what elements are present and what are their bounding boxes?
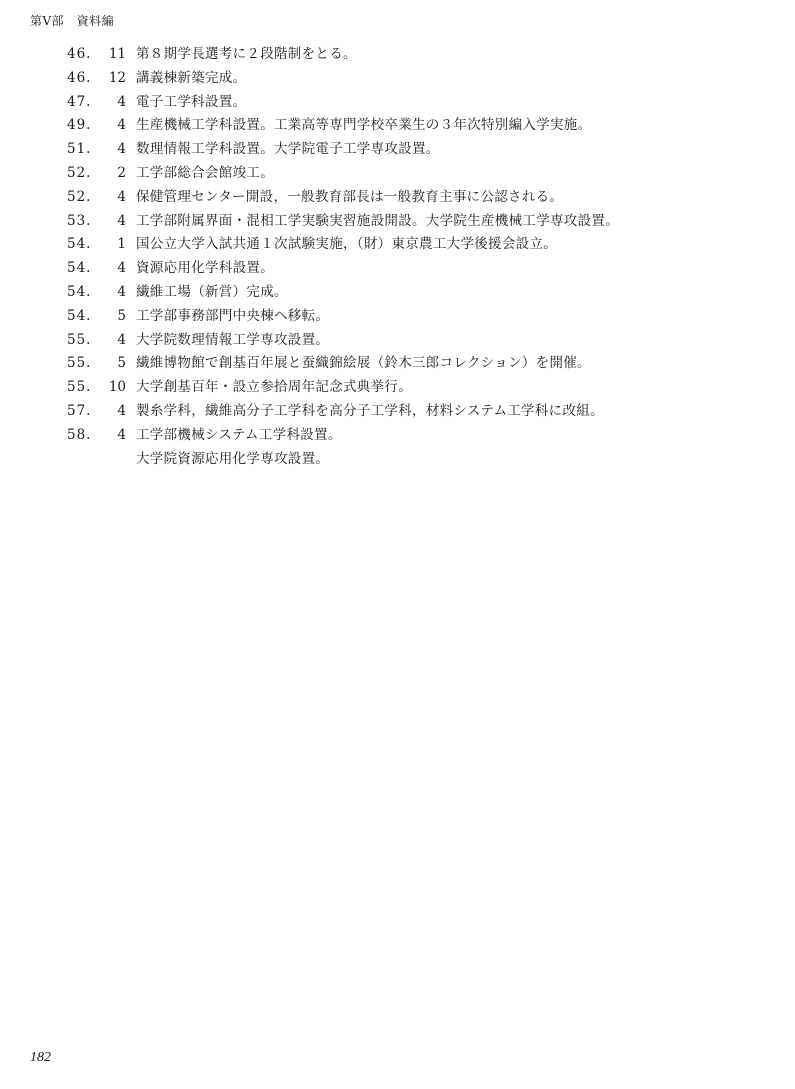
- section-header: 第Ⅴ部 資料編: [30, 14, 115, 28]
- entry-text: 工学部総合会館竣工。: [136, 164, 274, 181]
- entry-year: 51.: [67, 141, 92, 158]
- entry-text: 数理情報工学科設置。大学院電子工学専攻設置。: [136, 141, 440, 158]
- chronology-entry: [67, 185, 767, 209]
- entry-year: 55.: [67, 331, 92, 348]
- chronology-entry: [67, 351, 767, 375]
- chronology-entry: [67, 399, 767, 423]
- entry-text: 講義棟新築完成。: [136, 69, 247, 86]
- entry-month: 4: [117, 93, 126, 110]
- entry-year: 47.: [67, 93, 92, 110]
- entry-year: 55.: [67, 355, 92, 372]
- entry-year: 55.: [67, 379, 92, 396]
- entry-month: 4: [117, 426, 126, 443]
- entry-text: 大学院数理情報工学専攻設置。: [136, 331, 330, 348]
- entry-text: 繊維博物館で創基百年展と蚕織錦絵展（鈴木三郎コレクション）を開催。: [136, 355, 591, 372]
- chronology-entry: [67, 137, 767, 161]
- entry-year: 54.: [67, 283, 92, 300]
- chronology-entry: [67, 304, 767, 328]
- entry-month: 4: [117, 402, 126, 419]
- entry-year: 46.: [67, 69, 92, 86]
- chronology-entry: [67, 161, 767, 185]
- chronology-entry: [67, 90, 767, 114]
- entry-month: 4: [117, 188, 126, 205]
- entry-text: 製糸学科，繊維高分子工学科を高分子工学科，材料システム工学科に改組。: [136, 402, 604, 419]
- entry-month: 2: [117, 164, 126, 181]
- entry-year: 52.: [67, 188, 92, 205]
- entry-month: 4: [117, 260, 126, 277]
- entry-month: 1: [117, 236, 126, 253]
- entry-year: 58.: [67, 426, 92, 443]
- chronology-entry: [67, 447, 767, 471]
- chronology-entry: [67, 66, 767, 90]
- entry-month: 4: [117, 141, 126, 158]
- entry-month: 4: [117, 212, 126, 229]
- entry-text: 第８期学長選考に２段階制をとる。: [136, 46, 357, 62]
- chronology-entry: [67, 232, 767, 256]
- entry-month: 4: [117, 117, 126, 134]
- chronology-list: [67, 42, 767, 470]
- entry-month: 10: [108, 379, 126, 396]
- entry-year: 54.: [67, 307, 92, 324]
- entry-month: 12: [108, 69, 126, 86]
- entry-year: 54.: [67, 260, 92, 277]
- page-number: 182: [30, 1050, 51, 1065]
- entry-text: 工学部附属界面・混相工学実験実習施設開設。大学院生産機械工学専攻設置。: [136, 212, 619, 229]
- entry-month: 5: [117, 307, 126, 324]
- entry-text: 資源応用化学科設置。: [136, 260, 274, 277]
- entry-year: 57.: [67, 402, 92, 419]
- entry-text: 国公立大学入試共通１次試験実施，（財）東京農工大学後援会設立。: [136, 236, 558, 253]
- entry-year: 54.: [67, 236, 92, 253]
- chronology-entry: [67, 328, 767, 352]
- entry-month: 11: [108, 46, 126, 62]
- entry-month: 5: [117, 355, 126, 372]
- chronology-entry: [67, 42, 767, 66]
- entry-text: 繊維工場（新営）完成。: [136, 283, 288, 300]
- chronology-entry: [67, 423, 767, 447]
- chronology-entry: [67, 113, 767, 137]
- entry-month: 4: [117, 283, 126, 300]
- entry-text: 大学院資源応用化学専攻設置。: [136, 450, 330, 467]
- entry-year: 52.: [67, 164, 92, 181]
- entry-text: 工学部機械システム工学科設置。: [136, 426, 342, 443]
- entry-text: 工学部事務部門中央棟へ移転。: [136, 307, 330, 324]
- entry-month: 4: [117, 331, 126, 348]
- chronology-entry: [67, 256, 767, 280]
- entry-text: 大学創基百年・設立参拾周年記念式典挙行。: [136, 379, 412, 396]
- chronology-entry: [67, 209, 767, 233]
- entry-year: 49.: [67, 117, 92, 134]
- chronology-entry: [67, 280, 767, 304]
- entry-text: 電子工学科設置。: [136, 93, 247, 110]
- entry-text: 生産機械工学科設置。工業高等専門学校卒業生の３年次特別編入学実施。: [136, 117, 592, 134]
- entry-year: 53.: [67, 212, 92, 229]
- entry-year: 46.: [67, 46, 92, 62]
- chronology-entry: [67, 375, 767, 399]
- entry-text: 保健管理センター開設，一般教育部長は一般教育主事に公認される。: [136, 188, 564, 205]
